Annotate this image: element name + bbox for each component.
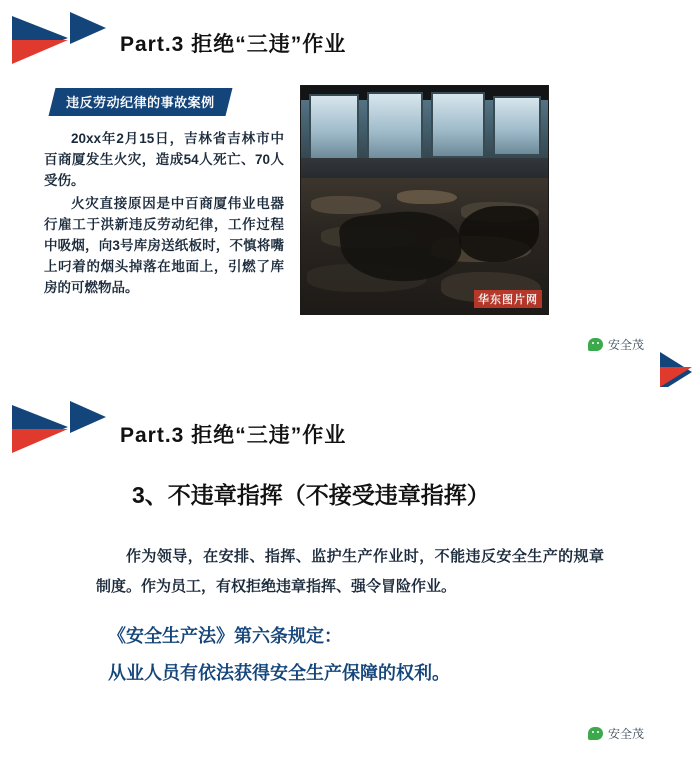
- case-paragraph-1: 20xx年2月15日，吉林省吉林市中百商厦发生火灾，造成54人死亡、70人受伤。: [44, 131, 284, 188]
- photo-window: [493, 96, 541, 156]
- slide-two-paragraph-text: 作为领导，在安排、指挥、监护生产作业时，不能违反安全生产的规章制度。作为员工，有权拒绝违章指挥、强令冒险作业。: [96, 548, 604, 595]
- arrow-logo-navy-arrow-icon: [70, 401, 106, 433]
- case-banner-label: 违反劳动纪律的事故案例: [66, 95, 215, 110]
- photo-debris: [311, 196, 381, 214]
- slide-one-part-title: Part.3 拒绝“三违”作业: [120, 33, 347, 56]
- arrow-logo: [6, 10, 118, 70]
- wechat-icon: [588, 338, 603, 351]
- corner-arrow-red-icon: [660, 367, 692, 387]
- wechat-badge: [588, 725, 644, 742]
- arrow-logo-red-shape: [12, 40, 68, 64]
- photo-window: [309, 94, 359, 160]
- case-body-text: [44, 128, 284, 298]
- photo-window: [431, 92, 485, 158]
- photo-watermark: 华东图片网: [474, 290, 542, 308]
- arrow-logo-navy-arrow-icon: [70, 12, 106, 44]
- photo-debris: [397, 190, 457, 204]
- slide-two-sub-heading: 3、不违章指挥（不接受违章指挥）: [132, 482, 490, 508]
- wechat-badge: [588, 336, 644, 353]
- law-reference-line: 《安全生产法》第六条规定：: [108, 626, 342, 646]
- arrow-logo-red-shape: [12, 429, 68, 453]
- fire-scene-photo: [300, 85, 549, 315]
- wechat-label: 安全茂: [608, 727, 645, 741]
- case-paragraph-2: 火灾直接原因是中百商厦伟业电器行雇工于洪新违反劳动纪律，工作过程中吸烟，向3号库房送纸板时，不慎将嘴上叼着的烟头掉落在地面上，引燃了库房的可燃物品。: [44, 196, 284, 295]
- arrow-logo: [6, 399, 118, 459]
- law-content-line: 从业人员有依法获得安全生产保障的权利。: [108, 663, 450, 683]
- wechat-label: 安全茂: [608, 338, 645, 352]
- wechat-icon: [588, 727, 603, 740]
- slide-two: [0, 387, 698, 774]
- case-banner: [49, 88, 232, 116]
- slide-two-paragraph: [96, 542, 604, 602]
- slide-two-part-title: Part.3 拒绝“三违”作业: [120, 424, 347, 447]
- photo-window: [367, 92, 423, 162]
